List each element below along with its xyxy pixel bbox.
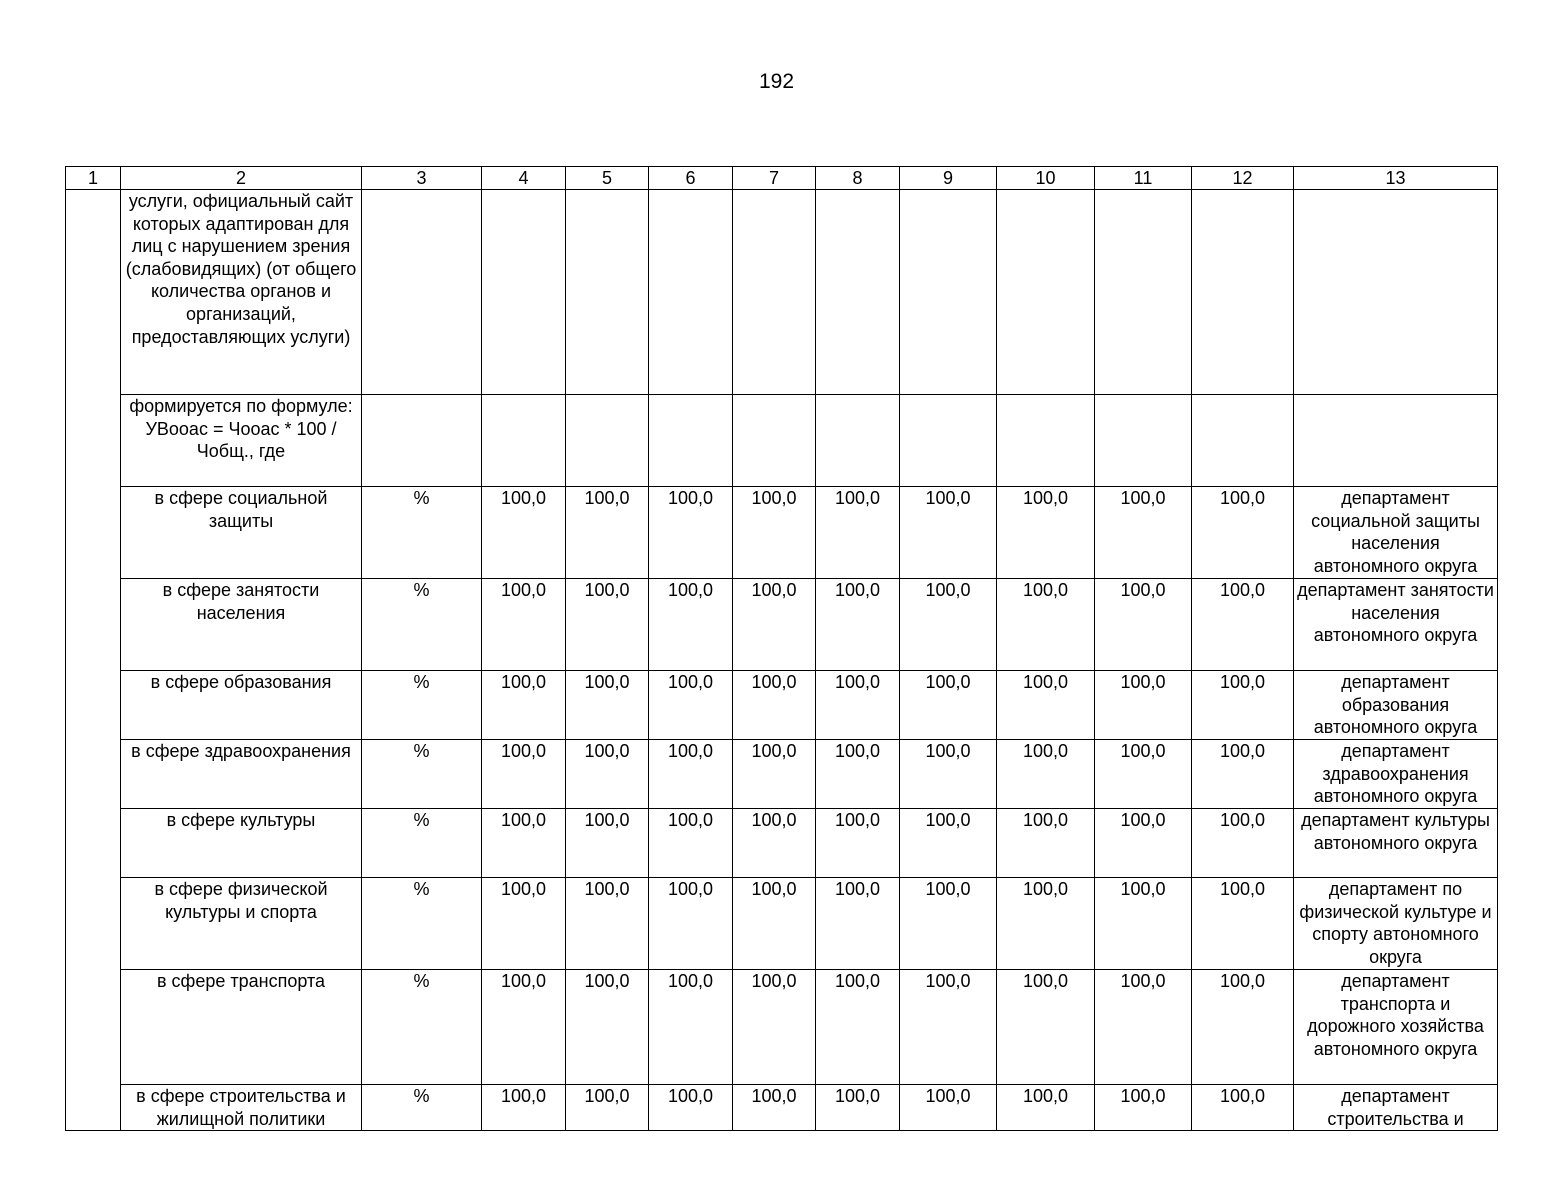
value-cell: 100,0	[649, 809, 733, 878]
unit-cell: %	[362, 487, 482, 579]
value-cell: 100,0	[1192, 579, 1294, 671]
value-cell: 100,0	[482, 579, 566, 671]
value-cell: 100,0	[1192, 970, 1294, 1085]
value-cell: 100,0	[649, 487, 733, 579]
table-row	[66, 878, 1498, 970]
indicator-name-cell: в сфере социальной защиты	[121, 487, 362, 579]
value-cell: 100,0	[733, 970, 816, 1085]
value-cell: 100,0	[649, 579, 733, 671]
indicator-name-cell: в сфере физической культуры и спорта	[121, 878, 362, 970]
value-cell	[566, 395, 649, 487]
col-number-2: 2	[121, 167, 362, 190]
value-cell: 100,0	[482, 970, 566, 1085]
value-cell: 100,0	[997, 740, 1095, 809]
value-cell: 100,0	[733, 878, 816, 970]
value-cell	[1192, 190, 1294, 395]
unit-cell: %	[362, 579, 482, 671]
responsible-cell: департамент строительства и	[1294, 1085, 1498, 1131]
table-row	[66, 671, 1498, 740]
value-cell: 100,0	[566, 970, 649, 1085]
table-row	[66, 809, 1498, 878]
unit-cell: %	[362, 878, 482, 970]
value-cell: 100,0	[997, 970, 1095, 1085]
value-cell	[482, 395, 566, 487]
value-cell: 100,0	[1095, 487, 1192, 579]
indicator-name-cell: в сфере занятости населения	[121, 579, 362, 671]
value-cell: 100,0	[733, 740, 816, 809]
value-cell	[649, 395, 733, 487]
value-cell: 100,0	[816, 878, 900, 970]
value-cell: 100,0	[900, 970, 997, 1085]
value-cell: 100,0	[482, 1085, 566, 1131]
value-cell	[900, 190, 997, 395]
value-cell: 100,0	[997, 1085, 1095, 1131]
value-cell	[649, 190, 733, 395]
indicator-name-cell: в сфере транспорта	[121, 970, 362, 1085]
value-cell: 100,0	[900, 740, 997, 809]
value-cell: 100,0	[649, 740, 733, 809]
indicator-name-cell: в сфере образования	[121, 671, 362, 740]
value-cell: 100,0	[733, 1085, 816, 1131]
value-cell: 100,0	[816, 1085, 900, 1131]
value-cell: 100,0	[1095, 1085, 1192, 1131]
value-cell: 100,0	[997, 878, 1095, 970]
indicator-name-cell: формируется по формуле: УВооас = Чооас * 100 / Чобщ., где	[121, 395, 362, 487]
value-cell: 100,0	[816, 970, 900, 1085]
col-number-1: 1	[66, 167, 121, 190]
col-number-8: 8	[816, 167, 900, 190]
value-cell	[1192, 395, 1294, 487]
col-number-7: 7	[733, 167, 816, 190]
unit-cell: %	[362, 740, 482, 809]
value-cell: 100,0	[482, 487, 566, 579]
value-cell	[566, 190, 649, 395]
col-number-4: 4	[482, 167, 566, 190]
value-cell: 100,0	[733, 579, 816, 671]
value-cell	[482, 190, 566, 395]
unit-cell: %	[362, 809, 482, 878]
page-number: 192	[758, 70, 795, 93]
value-cell: 100,0	[482, 878, 566, 970]
value-cell	[997, 190, 1095, 395]
table-row	[66, 487, 1498, 579]
value-cell: 100,0	[1095, 809, 1192, 878]
responsible-cell: департамент по физической культуре и спорту автономного округа	[1294, 878, 1498, 970]
unit-cell: %	[362, 970, 482, 1085]
value-cell	[816, 190, 900, 395]
value-cell: 100,0	[649, 878, 733, 970]
table-row	[66, 970, 1498, 1085]
value-cell: 100,0	[733, 671, 816, 740]
value-cell: 100,0	[900, 1085, 997, 1131]
value-cell: 100,0	[566, 878, 649, 970]
col-number-5: 5	[566, 167, 649, 190]
indicator-name-cell: услуги, официальный сайт которых адаптирован для лиц с нарушением зрения (слабовидящих) (от общего количества органов и организаций, предоставляющих услуги)	[121, 190, 362, 395]
responsible-cell: департамент социальной защиты населения автономного округа	[1294, 487, 1498, 579]
value-cell	[816, 395, 900, 487]
value-cell: 100,0	[900, 878, 997, 970]
col-number-13: 13	[1294, 167, 1498, 190]
responsible-cell	[1294, 395, 1498, 487]
indicator-name-cell: в сфере культуры	[121, 809, 362, 878]
indicator-name-cell: в сфере строительства и жилищной политики	[121, 1085, 362, 1131]
value-cell: 100,0	[1192, 740, 1294, 809]
table-row	[66, 395, 1498, 487]
table-row	[66, 1085, 1498, 1131]
col-number-6: 6	[649, 167, 733, 190]
value-cell: 100,0	[900, 579, 997, 671]
value-cell: 100,0	[566, 809, 649, 878]
value-cell	[1095, 190, 1192, 395]
value-cell: 100,0	[649, 671, 733, 740]
value-cell	[733, 190, 816, 395]
col-number-3: 3	[362, 167, 482, 190]
table-row	[66, 579, 1498, 671]
value-cell: 100,0	[816, 671, 900, 740]
table-row	[66, 190, 1498, 395]
value-cell: 100,0	[997, 809, 1095, 878]
col-number-12: 12	[1192, 167, 1294, 190]
value-cell: 100,0	[482, 671, 566, 740]
value-cell: 100,0	[566, 1085, 649, 1131]
value-cell: 100,0	[566, 487, 649, 579]
value-cell: 100,0	[1095, 671, 1192, 740]
unit-cell	[362, 190, 482, 395]
value-cell: 100,0	[1095, 878, 1192, 970]
value-cell: 100,0	[649, 1085, 733, 1131]
value-cell: 100,0	[649, 970, 733, 1085]
unit-cell	[362, 395, 482, 487]
value-cell	[900, 395, 997, 487]
value-cell: 100,0	[997, 671, 1095, 740]
row-number-cell	[66, 190, 121, 1131]
value-cell: 100,0	[816, 487, 900, 579]
value-cell: 100,0	[1192, 1085, 1294, 1131]
indicators-table	[65, 166, 1498, 1131]
value-cell: 100,0	[997, 579, 1095, 671]
col-number-11: 11	[1095, 167, 1192, 190]
value-cell: 100,0	[1095, 579, 1192, 671]
value-cell: 100,0	[482, 809, 566, 878]
table-row	[66, 740, 1498, 809]
value-cell: 100,0	[1095, 740, 1192, 809]
value-cell: 100,0	[1192, 487, 1294, 579]
unit-cell: %	[362, 1085, 482, 1131]
responsible-cell: департамент транспорта и дорожного хозяйства автономного округа	[1294, 970, 1498, 1085]
value-cell: 100,0	[733, 809, 816, 878]
value-cell: 100,0	[1192, 809, 1294, 878]
value-cell: 100,0	[566, 671, 649, 740]
value-cell	[997, 395, 1095, 487]
value-cell: 100,0	[997, 487, 1095, 579]
value-cell	[733, 395, 816, 487]
responsible-cell: департамент образования автономного округа	[1294, 671, 1498, 740]
value-cell: 100,0	[1095, 970, 1192, 1085]
col-number-10: 10	[997, 167, 1095, 190]
value-cell: 100,0	[566, 740, 649, 809]
responsible-cell: департамент здравоохранения автономного округа	[1294, 740, 1498, 809]
value-cell: 100,0	[816, 809, 900, 878]
value-cell	[1095, 395, 1192, 487]
col-number-9: 9	[900, 167, 997, 190]
value-cell: 100,0	[900, 487, 997, 579]
value-cell: 100,0	[900, 809, 997, 878]
column-number-row	[66, 167, 1498, 190]
responsible-cell: департамент занятости населения автономного округа	[1294, 579, 1498, 671]
value-cell: 100,0	[816, 740, 900, 809]
value-cell: 100,0	[1192, 878, 1294, 970]
value-cell: 100,0	[566, 579, 649, 671]
responsible-cell: департамент культуры автономного округа	[1294, 809, 1498, 878]
value-cell: 100,0	[816, 579, 900, 671]
responsible-cell	[1294, 190, 1498, 395]
value-cell: 100,0	[733, 487, 816, 579]
unit-cell: %	[362, 671, 482, 740]
value-cell: 100,0	[482, 740, 566, 809]
value-cell: 100,0	[1192, 671, 1294, 740]
indicator-name-cell: в сфере здравоохранения	[121, 740, 362, 809]
value-cell: 100,0	[900, 671, 997, 740]
